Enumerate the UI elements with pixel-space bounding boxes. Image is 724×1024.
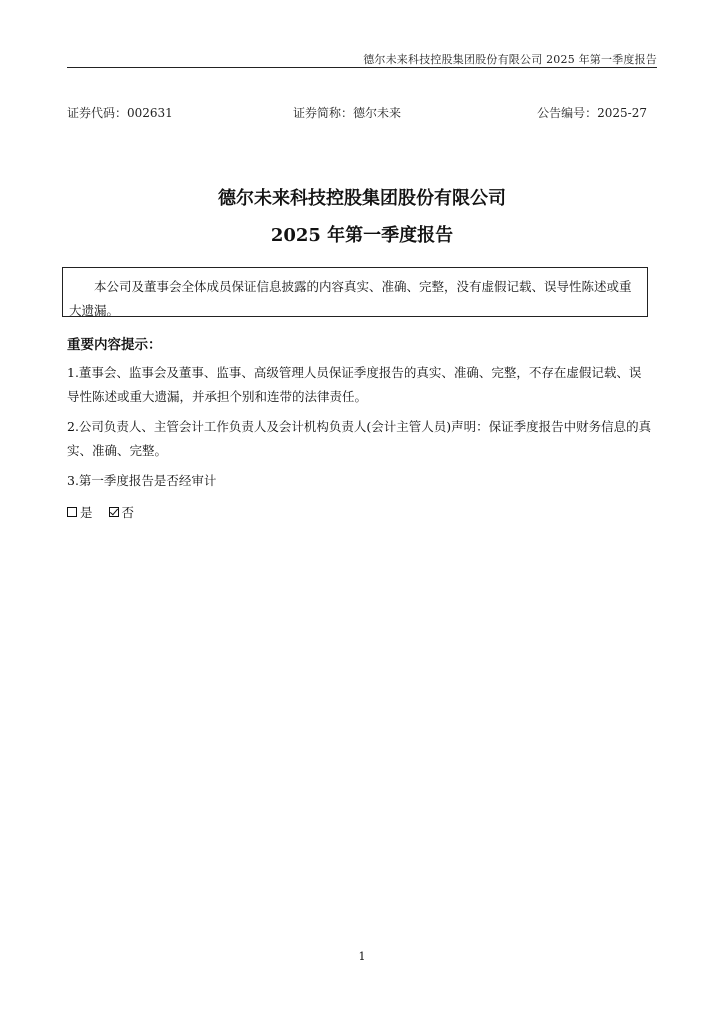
checked-box-icon: [109, 507, 119, 517]
unchecked-box-icon: [67, 507, 77, 517]
important-heading: 重要内容提示：: [67, 337, 162, 353]
stock-code: 证券代码：002631: [67, 106, 173, 120]
option-yes-label: 是: [80, 505, 93, 520]
option-no-label: 否: [121, 505, 135, 520]
audit-options: [67, 503, 134, 521]
declaration-text: 本公司及董事会全体成员保证信息披露的内容真实、准确、完整，没有虚假记载、误导性陈述或重大遗漏。: [69, 279, 632, 318]
page-number: 1: [358, 950, 366, 963]
declaration-box: [62, 267, 648, 317]
important-item-2: 2.公司负责人、主管会计工作负责人及会计机构负责人(会计主管人员)声明：保证季度报告中财务信息的真实、准确、完整。: [67, 419, 652, 458]
stock-abbreviation: 证券简称：德尔未来: [293, 106, 402, 120]
header-rule: [67, 67, 657, 68]
notice-number: 公告编号：2025-27: [537, 106, 647, 120]
important-item-3: 3.第一季度报告是否经审计: [67, 473, 217, 488]
company-title: 德尔未来科技控股集团股份有限公司: [218, 188, 506, 209]
running-header: 德尔未来科技控股集团股份有限公司 2025 年第一季度报告: [363, 53, 657, 66]
report-title: 2025 年第一季度报告: [270, 225, 454, 246]
important-item-1: 1.董事会、监事会及董事、监事、高级管理人员保证季度报告的真实、准确、完整，不存在虚假记载、误导性陈述或重大遗漏，并承担个别和连带的法律责任。: [67, 365, 642, 404]
